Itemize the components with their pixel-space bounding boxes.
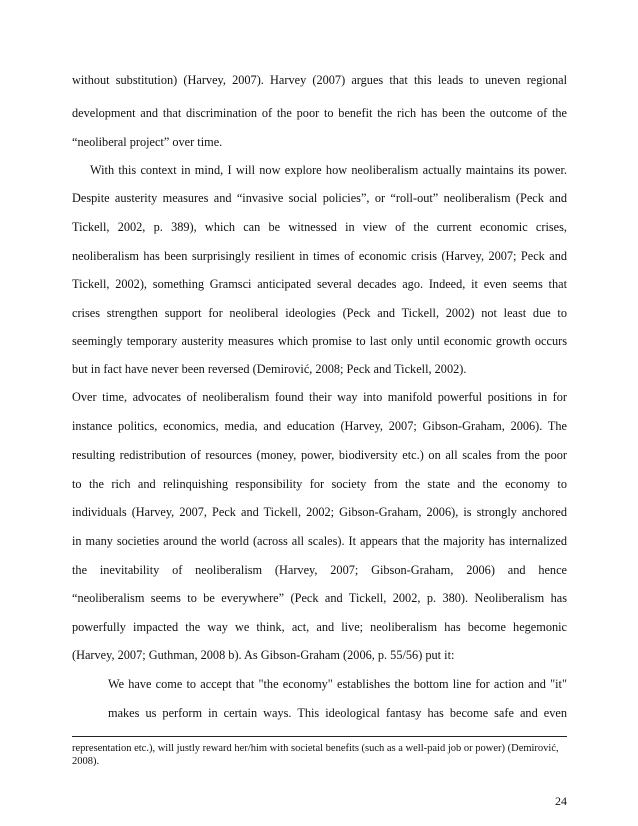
body-line: resulting redistribution of resources (money, power, biodiversity etc.) on all scales from the poor <box>72 448 567 462</box>
block-quote-line: makes us perform in certain ways. This ideological fantasy has become safe and even <box>108 706 567 720</box>
body-line: development and that discrimination of the poor to benefit the rich has been the outcome of the <box>72 106 567 120</box>
body-line: powerfully impacted the way we think, act, and live; neoliberalism has become hegemonic <box>72 620 567 634</box>
body-line: Despite austerity measures and “invasive social policies”, or “roll-out” neoliberalism (Peck and <box>72 191 567 205</box>
footnote-line: representation etc.), will justly reward her/him with societal benefits (such as a well-paid job or power) (Demirović, <box>72 743 559 754</box>
body-line: in many societies around the world (across all scales). It appears that the majority has internalized <box>72 534 567 548</box>
body-line: instance politics, economics, media, and education (Harvey, 2007; Gibson-Graham, 2006). The <box>72 419 567 433</box>
body-line: seemingly temporary austerity measures which promise to last only until economic growth occurs <box>72 334 567 348</box>
block-quote-line: We have come to accept that "the economy" establishes the bottom line for action and "it" <box>108 677 567 691</box>
body-line: (Harvey, 2007; Guthman, 2008 b). As Gibson-Graham (2006, p. 55/56) put it: <box>72 648 455 662</box>
body-line: neoliberalism has been surprisingly resilient in times of economic crisis (Harvey, 2007; Peck and <box>72 249 567 263</box>
body-line: With this context in mind, I will now explore how neoliberalism actually maintains its power. <box>90 163 567 177</box>
body-line: without substitution) (Harvey, 2007). Harvey (2007) argues that this leads to uneven regional <box>72 73 567 87</box>
body-line: “neoliberal project” over time. <box>72 135 223 149</box>
body-line: the inevitability of neoliberalism (Harvey, 2007; Gibson-Graham, 2006) and hence <box>72 563 567 577</box>
body-line: individuals (Harvey, 2007, Peck and Tickell, 2002; Gibson-Graham, 2006), is strongly anchored <box>72 505 567 519</box>
body-line: Tickell, 2002, p. 389), which can be witnessed in view of the current economic crises, <box>72 220 567 234</box>
body-line: “neoliberalism seems to be everywhere” (Peck and Tickell, 2002, p. 380). Neoliberalism has <box>72 591 567 605</box>
body-line: Tickell, 2002), something Gramsci anticipated several decades ago. Indeed, it even seems that <box>72 277 567 291</box>
body-line: to the rich and relinquishing responsibility for society from the state and the economy to <box>72 477 567 491</box>
body-line: Over time, advocates of neoliberalism found their way into manifold powerful positions in for <box>72 390 567 404</box>
page-number: 24 <box>555 794 567 808</box>
body-line: crises strengthen support for neoliberal ideologies (Peck and Tickell, 2002) not least due to <box>72 306 567 320</box>
body-line: but in fact have never been reversed (Demirović, 2008; Peck and Tickell, 2002). <box>72 362 467 376</box>
footnote-separator <box>72 736 567 737</box>
footnote-line: 2008). <box>72 756 100 767</box>
